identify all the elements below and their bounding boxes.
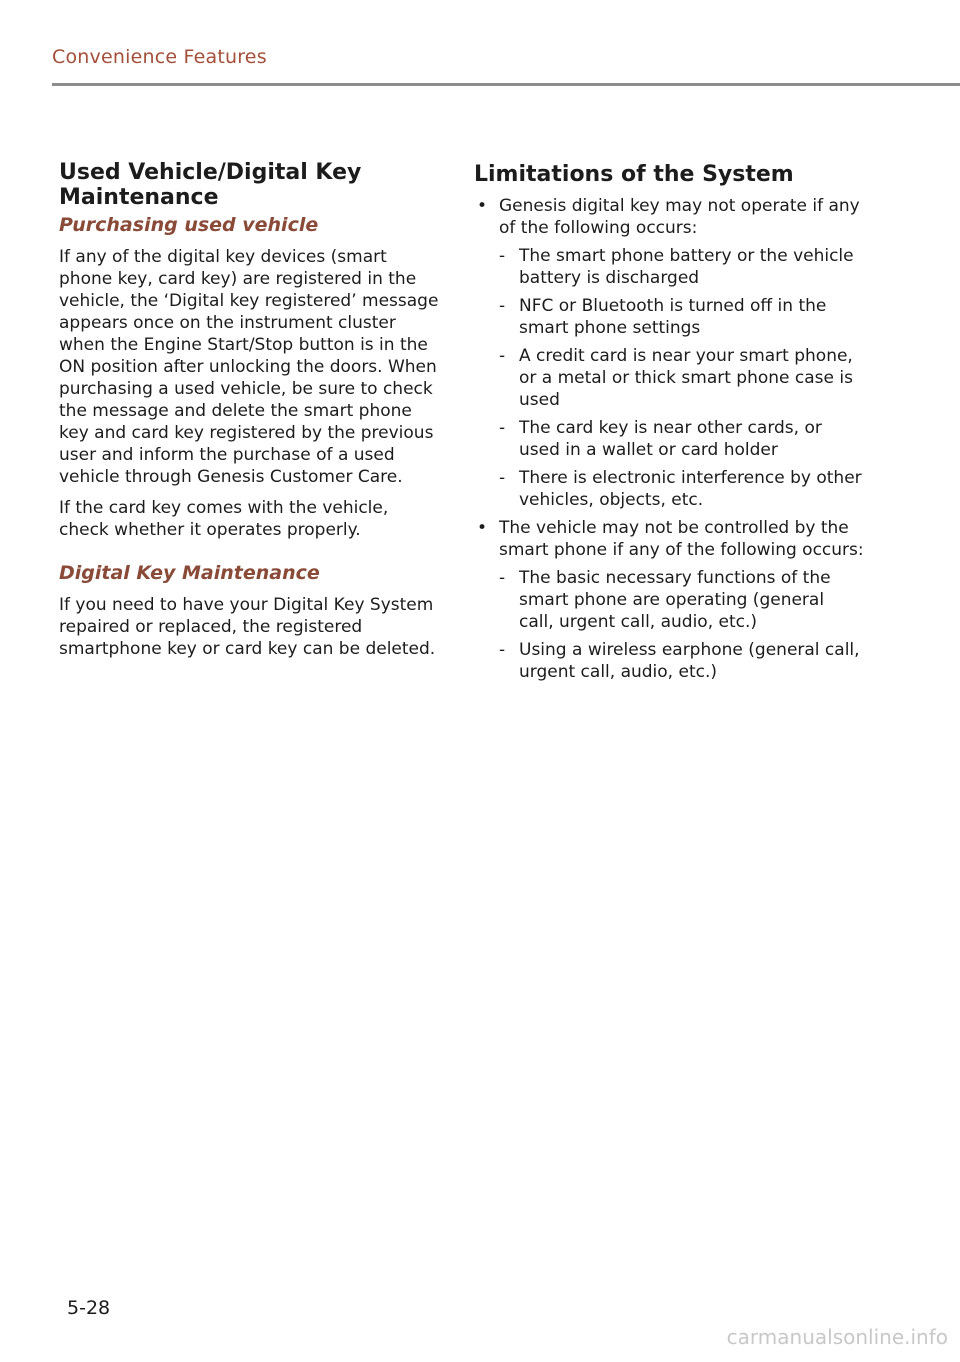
sub-item-text: The basic necessary functions of the smart phone are operating (general call, urgent call, audio, etc.)	[519, 568, 831, 632]
list-item	[499, 467, 864, 511]
registered-key-paragraph: If any of the digital key devices (smart phone key, card key) are registered in the vehicle, the ‘Digital key registered’ message appears once on the instrument cluster when the Engine Start/Stop button is in the ON position after unlocking the doors. When purchasing a used vehicle, be sure to check the message and delete the smart phone key and card key registered by the previous user and inform the purchase of a used vehicle through Genesis Customer Care.	[59, 247, 439, 487]
header-divider	[52, 83, 960, 86]
list-item	[499, 295, 864, 339]
sub-list	[499, 245, 864, 511]
list-item	[499, 245, 864, 289]
list-item	[499, 639, 864, 683]
dash-icon: -	[499, 346, 506, 366]
dash-icon: -	[499, 296, 506, 316]
sub-item-text: NFC or Bluetooth is turned off in the smart phone settings	[519, 296, 827, 338]
dash-icon: -	[499, 418, 506, 438]
list-item	[499, 417, 864, 461]
digital-key-maintenance-subheading: Digital Key Maintenance	[59, 562, 320, 584]
list-item	[474, 517, 864, 683]
repair-replace-paragraph: If you need to have your Digital Key System repaired or replaced, the registered smartphone key or card key can be deleted.	[59, 595, 436, 659]
dash-icon: -	[499, 468, 506, 488]
bullet-icon: •	[477, 196, 488, 216]
limitations-list	[474, 195, 864, 683]
bullet-icon: •	[477, 518, 488, 538]
right-column	[474, 160, 864, 689]
watermark: carmanualsonline.info	[726, 1325, 948, 1349]
left-column	[59, 160, 439, 660]
list-item	[474, 195, 864, 511]
page-number: 5-28	[67, 1297, 111, 1319]
limitations-heading: Limitations of the System	[474, 162, 794, 187]
sub-item-text: The card key is near other cards, or used in a wallet or card holder	[519, 418, 822, 460]
bullet-text: Genesis digital key may not operate if any of the following occurs:	[499, 196, 860, 238]
dash-icon: -	[499, 246, 506, 266]
bullet-text: The vehicle may not be controlled by the smart phone if any of the following occurs:	[499, 518, 864, 560]
used-vehicle-heading: Used Vehicle/Digital Key Maintenance	[59, 160, 362, 210]
sub-item-text: A credit card is near your smart phone, or a metal or thick smart phone case is used	[519, 346, 853, 410]
card-key-paragraph: If the card key comes with the vehicle, check whether it operates properly.	[59, 498, 389, 540]
list-item	[499, 345, 864, 411]
sub-item-text: There is electronic interference by other vehicles, objects, etc.	[519, 468, 862, 510]
purchasing-used-vehicle-subheading: Purchasing used vehicle	[59, 214, 319, 236]
dash-icon: -	[499, 568, 506, 588]
sub-item-text: Using a wireless earphone (general call, urgent call, audio, etc.)	[519, 640, 860, 682]
section-title: Convenience Features	[52, 46, 267, 68]
sub-list	[499, 567, 864, 683]
sub-item-text: The smart phone battery or the vehicle battery is discharged	[519, 246, 854, 288]
list-item	[499, 567, 864, 633]
dash-icon: -	[499, 640, 506, 660]
